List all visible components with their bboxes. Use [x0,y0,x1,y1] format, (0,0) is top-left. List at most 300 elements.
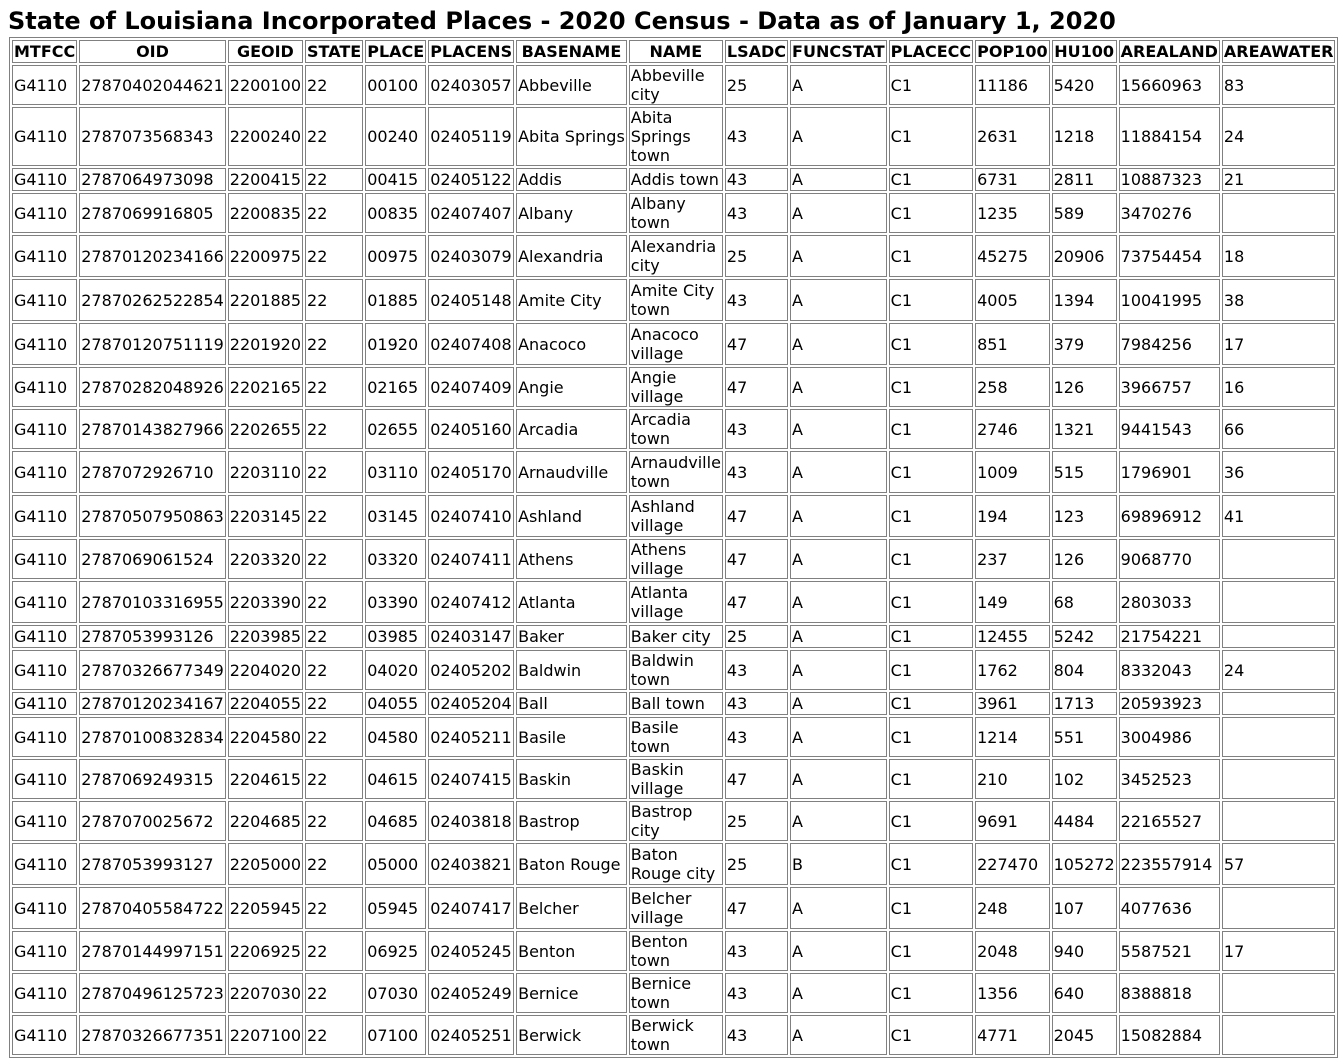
cell-arealand: 7984256 [1119,323,1220,365]
table-row [12,107,1335,166]
column-header-oid: OID [79,40,226,63]
cell-geoid: 2203145 [228,495,303,537]
cell-placecc: C1 [889,692,973,715]
cell-oid: 2787064973098 [79,168,226,191]
cell-placens: 02405160 [428,409,514,449]
cell-hu100: 940 [1052,931,1117,971]
cell-hu100: 126 [1052,539,1117,579]
cell-arealand: 8332043 [1119,650,1220,690]
cell-lsadc: 47 [725,887,788,929]
cell-basename: Atlanta [516,581,627,623]
cell-place: 03390 [365,581,426,623]
cell-lsadc: 25 [725,625,788,648]
cell-geoid: 2206925 [228,931,303,971]
cell-hu100: 102 [1052,759,1117,799]
cell-state: 22 [305,279,363,321]
cell-place: 04685 [365,801,426,841]
cell-state: 22 [305,323,363,365]
cell-hu100: 1218 [1052,107,1117,166]
cell-basename: Ball [516,692,627,715]
cell-hu100: 2045 [1052,1015,1117,1055]
cell-mtfcc: G4110 [12,973,77,1013]
cell-placecc: C1 [889,193,973,233]
cell-name: Bastrop city [629,801,723,841]
cell-placens: 02405245 [428,931,514,971]
cell-basename: Alexandria [516,235,627,277]
cell-pop100: 1214 [975,717,1049,757]
cell-mtfcc: G4110 [12,65,77,105]
cell-basename: Athens [516,539,627,579]
cell-mtfcc: G4110 [12,323,77,365]
cell-mtfcc: G4110 [12,801,77,841]
cell-pop100: 2048 [975,931,1049,971]
cell-pop100: 12455 [975,625,1049,648]
cell-name: Ball town [629,692,723,715]
cell-placens: 02405211 [428,717,514,757]
table-row [12,692,1335,715]
cell-arealand: 15660963 [1119,65,1220,105]
cell-lsadc: 43 [725,409,788,449]
cell-place: 02165 [365,367,426,407]
cell-areawater: 24 [1222,650,1336,690]
cell-hu100: 589 [1052,193,1117,233]
cell-funcstat: A [790,65,887,105]
cell-areawater [1222,887,1336,929]
cell-funcstat: A [790,539,887,579]
cell-state: 22 [305,193,363,233]
cell-placecc: C1 [889,973,973,1013]
cell-basename: Arcadia [516,409,627,449]
cell-pop100: 1009 [975,451,1049,493]
cell-state: 22 [305,581,363,623]
cell-placecc: C1 [889,717,973,757]
cell-pop100: 1235 [975,193,1049,233]
cell-mtfcc: G4110 [12,539,77,579]
cell-state: 22 [305,367,363,407]
cell-arealand: 22165527 [1119,801,1220,841]
cell-lsadc: 47 [725,323,788,365]
cell-areawater: 18 [1222,235,1336,277]
cell-mtfcc: G4110 [12,650,77,690]
cell-oid: 27870120234166 [79,235,226,277]
cell-placecc: C1 [889,168,973,191]
cell-placens: 02407410 [428,495,514,537]
cell-pop100: 9691 [975,801,1049,841]
cell-funcstat: A [790,931,887,971]
cell-geoid: 2200415 [229,170,302,189]
cell-placecc: C1 [889,650,973,690]
cell-funcstat: A [790,581,887,623]
column-header-pop100: POP100 [977,42,1048,61]
cell-lsadc: 43 [725,107,788,166]
cell-funcstat: A [790,973,887,1013]
cell-mtfcc: G4110 [12,168,77,191]
cell-funcstat: A [790,409,887,449]
cell-arealand: 9068770 [1119,539,1220,579]
cell-oid: 27870262522854 [79,279,226,321]
cell-state: 22 [305,973,363,1013]
cell-name: Arcadia town [629,409,723,449]
cell-geoid: 2200975 [228,235,303,277]
cell-basename: Arnaudville [516,451,627,493]
cell-placecc: C1 [889,1015,973,1055]
cell-lsadc: 47 [725,367,788,407]
cell-state: 22 [305,625,363,648]
cell-placens: 02407415 [428,759,514,799]
cell-oid: 2787073568343 [79,107,226,166]
cell-name: Baker city [629,625,723,648]
cell-state: 22 [305,843,363,885]
cell-mtfcc: G4110 [12,692,77,715]
cell-mtfcc: G4110 [12,931,77,971]
cell-placecc: C1 [889,887,973,929]
cell-pop100: 258 [975,367,1049,407]
cell-state: 22 [305,409,363,449]
cell-funcstat: A [790,107,887,166]
cell-pop100: 2631 [975,107,1049,166]
cell-mtfcc: G4110 [12,107,77,166]
cell-lsadc: 25 [725,801,788,841]
cell-basename: Berwick [516,1015,627,1055]
table-row [12,1015,1335,1055]
cell-mtfcc: G4110 [12,759,77,799]
cell-basename: Bastrop [516,801,627,841]
cell-placens: 02403821 [428,843,514,885]
cell-placens: 02403057 [428,65,514,105]
cell-arealand: 10041995 [1119,279,1220,321]
cell-place: 03320 [365,539,426,579]
cell-pop100: 210 [975,759,1049,799]
cell-name: Baskin village [629,759,723,799]
cell-state: 22 [305,692,363,715]
cell-placecc: C1 [889,235,973,277]
cell-areawater [1222,692,1336,715]
cell-place: 00835 [365,193,426,233]
table-row [12,973,1335,1013]
cell-place: 03145 [365,495,426,537]
cell-arealand: 11884154 [1119,107,1220,166]
cell-name: Addis town [629,168,723,191]
cell-funcstat: A [790,1015,887,1055]
cell-mtfcc: G4110 [12,279,77,321]
table-row [12,931,1335,971]
cell-areawater [1222,539,1336,579]
cell-place: 03110 [365,451,426,493]
cell-oid: 2787070025672 [79,801,226,841]
cell-areawater [1222,581,1336,623]
cell-mtfcc: G4110 [12,451,77,493]
cell-placecc: C1 [889,107,973,166]
cell-basename: Addis [516,168,627,191]
cell-geoid: 2205000 [228,843,303,885]
cell-placens: 02405202 [428,650,514,690]
cell-pop100: 6731 [975,168,1049,191]
cell-oid: 27870405584722 [79,887,226,929]
cell-mtfcc: G4110 [12,625,77,648]
cell-arealand: 3004986 [1119,717,1220,757]
table-row [12,235,1335,277]
cell-lsadc: 43 [725,168,788,191]
cell-mtfcc: G4110 [12,1015,77,1055]
cell-funcstat: A [790,887,887,929]
cell-basename: Basile [516,717,627,757]
cell-hu100: 4484 [1052,801,1117,841]
cell-placecc: C1 [889,367,973,407]
cell-funcstat: A [790,717,887,757]
cell-state: 22 [305,717,363,757]
cell-oid: 27870103316955 [79,581,226,623]
cell-areawater: 24 [1222,107,1336,166]
cell-lsadc: 47 [725,495,788,537]
table-row [12,625,1335,648]
cell-lsadc: 25 [725,65,788,105]
cell-areawater: 36 [1222,451,1336,493]
cell-oid: 27870100832834 [79,717,226,757]
cell-geoid: 2204055 [229,694,302,713]
cell-oid: 27870402044621 [79,65,226,105]
cell-pop100: 248 [975,887,1049,929]
cell-areawater: 83 [1222,65,1336,105]
cell-place: 00415 [365,168,426,191]
cell-geoid: 2207030 [228,973,303,1013]
cell-arealand: 223557914 [1119,843,1220,885]
cell-name: Arnaudville town [630,453,721,491]
cell-funcstat: A [790,801,887,841]
cell-oid: 27870120751119 [79,323,226,365]
cell-arealand: 1796901 [1119,451,1220,493]
cell-lsadc: 43 [725,717,788,757]
cell-hu100: 640 [1052,973,1117,1013]
cell-state: 22 [305,1015,363,1055]
cell-geoid: 2203110 [228,451,303,493]
cell-placecc: C1 [889,539,973,579]
cell-arealand: 73754454 [1119,235,1220,277]
cell-place: 00240 [365,107,426,166]
cell-name: Belcher village [629,887,723,929]
column-header-placecc: PLACECC [890,42,972,61]
cell-placecc: C1 [889,409,973,449]
column-header-arealand: AREALAND [1120,42,1218,61]
table-row [12,367,1335,407]
cell-areawater: 16 [1222,367,1336,407]
cell-basename: Abita Springs [516,107,627,166]
table-row [12,65,1335,105]
cell-geoid: 2200100 [228,65,303,105]
cell-oid: 2787069916805 [79,193,226,233]
column-header-lsadc: LSADC [726,42,787,61]
cell-name: Atlanta village [629,581,723,623]
cell-state: 22 [305,451,363,493]
table-row [12,717,1335,757]
table-row [12,650,1335,690]
cell-geoid: 2202655 [228,409,303,449]
cell-placens: 02405148 [428,279,514,321]
table-row [12,843,1335,885]
column-header-funcstat: FUNCSTAT [792,42,885,61]
cell-geoid: 2201885 [228,279,303,321]
cell-placecc: C1 [889,843,973,885]
cell-oid: 27870496125723 [79,973,226,1013]
cell-funcstat: A [790,692,887,715]
cell-hu100: 5420 [1052,65,1117,105]
cell-lsadc: 43 [725,279,788,321]
cell-place: 01885 [365,279,426,321]
cell-lsadc: 43 [725,451,788,493]
cell-arealand: 15082884 [1119,1015,1220,1055]
cell-placens: 02405251 [428,1015,514,1055]
cell-placens: 02403818 [428,801,514,841]
cell-pop100: 227470 [975,843,1049,885]
cell-place: 03985 [365,625,426,648]
cell-areawater: 17 [1222,323,1336,365]
cell-hu100: 123 [1052,495,1117,537]
cell-lsadc: 43 [725,650,788,690]
cell-pop100: 4771 [975,1015,1049,1055]
cell-lsadc: 47 [725,759,788,799]
cell-funcstat: A [790,279,887,321]
cell-oid: 27870144997151 [79,931,226,971]
cell-oid: 27870326677351 [79,1015,226,1055]
cell-hu100: 2811 [1052,168,1117,191]
cell-arealand: 2803033 [1119,581,1220,623]
cell-hu100: 804 [1052,650,1117,690]
cell-placens: 02407407 [428,193,514,233]
cell-placecc: C1 [889,451,973,493]
cell-geoid: 2202165 [228,367,303,407]
cell-oid: 2787053993126 [79,625,226,648]
cell-basename: Baldwin [516,650,627,690]
cell-funcstat: A [790,235,887,277]
table-header-row [12,40,1335,63]
cell-arealand: 5587521 [1119,931,1220,971]
cell-lsadc: 25 [725,843,788,885]
column-header-state: STATE [307,42,362,61]
cell-basename: Angie [516,367,627,407]
cell-placens: 02405204 [428,692,514,715]
table-row [12,581,1335,623]
cell-placens: 02403079 [428,235,514,277]
cell-name: Anacoco village [629,323,723,365]
cell-areawater [1222,1015,1336,1055]
cell-name: Alexandria city [629,235,723,277]
cell-lsadc: 47 [725,581,788,623]
cell-arealand: 9441543 [1119,409,1220,449]
cell-geoid: 2200835 [228,193,303,233]
cell-name: Athens village [629,539,723,579]
cell-pop100: 4005 [975,279,1049,321]
cell-state: 22 [305,495,363,537]
cell-pop100: 194 [975,495,1049,537]
cell-name: Ashland village [629,495,723,537]
cell-basename: Belcher [516,887,627,929]
cell-place: 05945 [365,887,426,929]
cell-placecc: C1 [889,495,973,537]
cell-state: 22 [305,235,363,277]
cell-name: Albany town [629,193,723,233]
cell-name: Angie village [629,367,723,407]
cell-lsadc: 43 [725,931,788,971]
cell-name: Benton town [629,931,723,971]
cell-placens: 02407411 [428,539,514,579]
cell-geoid: 2203320 [228,539,303,579]
cell-areawater: 41 [1222,495,1336,537]
places-table [9,37,1338,1058]
cell-name: Baton Rouge city [629,843,723,885]
column-header-mtfcc: MTFCC [14,42,76,61]
cell-basename: Ashland [516,495,627,537]
cell-areawater [1222,801,1336,841]
cell-pop100: 11186 [975,65,1049,105]
cell-lsadc: 43 [725,973,788,1013]
cell-state: 22 [305,801,363,841]
cell-funcstat: A [790,451,887,493]
cell-geoid: 2204685 [228,801,303,841]
cell-lsadc: 25 [725,235,788,277]
cell-state: 22 [305,759,363,799]
cell-geoid: 2203985 [229,627,302,646]
cell-hu100: 515 [1052,451,1117,493]
cell-placens: 02407409 [428,367,514,407]
column-header-place: PLACE [367,42,425,61]
cell-oid: 27870326677349 [79,650,226,690]
cell-placecc: C1 [889,759,973,799]
cell-funcstat: A [790,625,887,648]
cell-lsadc: 43 [725,1015,788,1055]
cell-areawater: 57 [1222,843,1336,885]
cell-oid: 2787069249315 [79,759,226,799]
cell-placecc: C1 [889,931,973,971]
cell-hu100: 379 [1052,323,1117,365]
cell-arealand: 3470276 [1119,193,1220,233]
cell-geoid: 2203390 [228,581,303,623]
cell-placens: 02407412 [428,581,514,623]
cell-lsadc: 43 [725,692,788,715]
cell-hu100: 126 [1052,367,1117,407]
cell-areawater [1222,625,1336,648]
cell-funcstat: B [790,843,887,885]
cell-name: Abbeville city [629,65,723,105]
cell-placens: 02407417 [428,887,514,929]
cell-state: 22 [305,107,363,166]
table-row [12,168,1335,191]
cell-basename: Amite City [516,279,627,321]
cell-pop100: 149 [975,581,1049,623]
cell-placecc: C1 [889,323,973,365]
cell-pop100: 3961 [975,692,1049,715]
table-row [12,193,1335,233]
cell-placecc: C1 [889,65,973,105]
cell-mtfcc: G4110 [12,843,77,885]
cell-geoid: 2204020 [228,650,303,690]
cell-areawater: 38 [1222,279,1336,321]
cell-mtfcc: G4110 [12,367,77,407]
table-row [12,409,1335,449]
cell-arealand: 8388818 [1119,973,1220,1013]
cell-funcstat: A [790,495,887,537]
table-row [12,451,1335,493]
cell-state: 22 [305,887,363,929]
cell-hu100: 1321 [1052,409,1117,449]
cell-pop100: 1356 [975,973,1049,1013]
cell-mtfcc: G4110 [12,495,77,537]
column-header-basename: BASENAME [516,40,627,63]
cell-oid: 2787053993127 [79,843,226,885]
cell-arealand: 20593923 [1119,692,1220,715]
cell-geoid: 2201920 [228,323,303,365]
table-row [12,539,1335,579]
cell-place: 07030 [365,973,426,1013]
cell-mtfcc: G4110 [12,193,77,233]
